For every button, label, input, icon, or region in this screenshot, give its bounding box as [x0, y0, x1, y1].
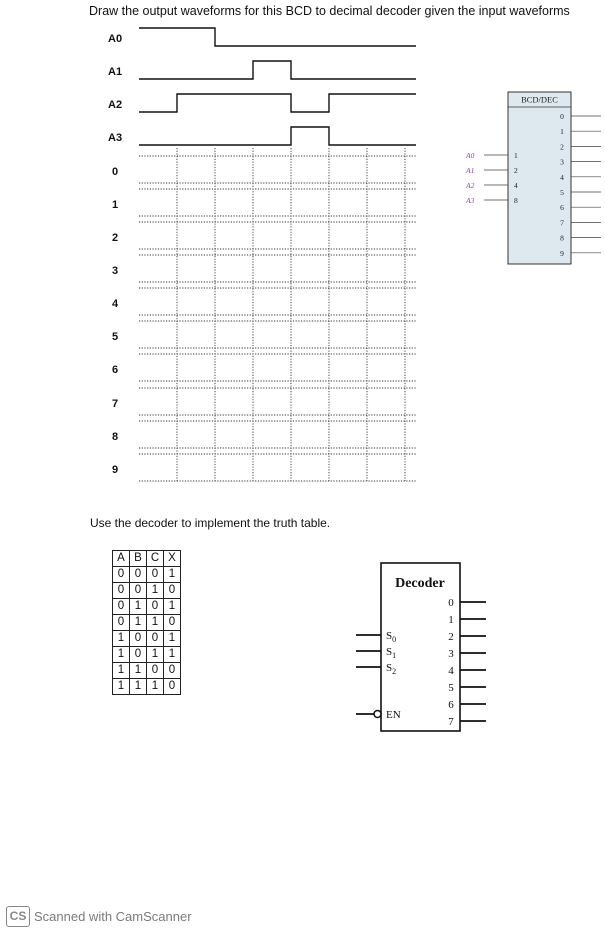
- table-cell: 1: [130, 599, 147, 615]
- output-label-2: 2: [112, 232, 119, 244]
- decoder-title: Decoder: [395, 576, 445, 591]
- decoder-output-label: 2: [448, 631, 454, 643]
- table-cell: 0: [164, 615, 181, 631]
- ic-output-label: 8: [560, 233, 564, 243]
- ic-input-label: A1: [466, 166, 475, 175]
- input-waveforms: [139, 28, 416, 145]
- table-cell: 0: [113, 599, 130, 615]
- table-cell: 1: [164, 631, 181, 647]
- ic-output-label: 7: [560, 218, 564, 228]
- select-label: $S_1$: [386, 646, 397, 660]
- table-cell: 0: [130, 567, 147, 583]
- input-label-a2: A2: [108, 99, 123, 111]
- problem1-title: Draw the output waveforms for this BCD to decimal decoder given the input waveforms: [89, 4, 570, 18]
- ic-title: BCD/DEC: [521, 94, 558, 105]
- problem2-title: Use the decoder to implement the truth table.: [90, 516, 331, 530]
- truth-table-header: X: [164, 551, 181, 567]
- decoder-3to8: [350, 558, 500, 738]
- table-cell: 0: [164, 679, 181, 695]
- waveform-a1: [139, 61, 416, 79]
- table-row: [113, 583, 181, 599]
- ic-output-label: 5: [560, 188, 564, 197]
- decoder-output-label: 4: [448, 665, 454, 677]
- ic-input-label: A0: [466, 151, 475, 160]
- output-label-8: 8: [112, 431, 119, 443]
- input-label-a1: A1: [108, 66, 123, 78]
- ic-output-label: 2: [560, 142, 564, 152]
- output-label-4: 4: [112, 298, 119, 310]
- table-row: [113, 663, 181, 679]
- table-cell: 1: [113, 647, 130, 663]
- footer-text: Scanned with CamScanner: [34, 909, 192, 924]
- ic-input-weight: 8: [514, 196, 518, 205]
- select-label: $S_2$: [386, 662, 397, 676]
- ic-input-weight: 2: [514, 166, 518, 175]
- ic-input-weight: 4: [514, 181, 518, 190]
- ic-output-label: 1: [560, 127, 564, 137]
- table-cell: 1: [147, 679, 164, 695]
- decoder-output-label: 3: [448, 648, 454, 660]
- decoder-output-label: 0: [448, 597, 454, 609]
- ic-output-label: 4: [560, 172, 564, 182]
- table-row: [113, 631, 181, 647]
- output-timing-grid[interactable]: [139, 148, 416, 481]
- footer-watermark: [6, 906, 192, 927]
- ic-output-label: 6: [560, 203, 564, 213]
- output-label-1: 1: [112, 199, 119, 211]
- input-label-a0: A0: [108, 33, 123, 45]
- table-cell: 0: [147, 631, 164, 647]
- table-cell: 1: [113, 631, 130, 647]
- ic-output-label: 0: [560, 112, 564, 121]
- truth-table-header: C: [147, 551, 164, 567]
- decoder-output-label: 1: [448, 614, 454, 626]
- table-row: [113, 615, 181, 631]
- table-cell: 0: [113, 615, 130, 631]
- table-cell: 1: [130, 663, 147, 679]
- table-row: [113, 567, 181, 583]
- truth-table-header: B: [130, 551, 147, 567]
- table-cell: 1: [164, 567, 181, 583]
- table-cell: 0: [113, 567, 130, 583]
- table-row: [113, 647, 181, 663]
- output-label-5: 5: [112, 331, 119, 343]
- table-cell: 0: [164, 583, 181, 599]
- table-cell: 1: [147, 615, 164, 631]
- table-cell: 1: [130, 679, 147, 695]
- table-row: [113, 679, 181, 695]
- output-label-3: 3: [112, 265, 119, 277]
- ic-input-label: A3: [466, 196, 475, 205]
- waveform-a3: [139, 127, 416, 145]
- camscanner-logo: CS: [6, 906, 30, 927]
- ic-output-label: 9: [560, 248, 564, 258]
- table-cell: 1: [147, 583, 164, 599]
- table-cell: 0: [147, 599, 164, 615]
- table-cell: 1: [130, 615, 147, 631]
- enable-label: EN: [386, 709, 401, 721]
- input-label-a3: A3: [108, 132, 123, 144]
- waveform-a0: [139, 28, 416, 46]
- enable-bubble: [374, 711, 381, 718]
- select-label: $S_0$: [386, 630, 397, 644]
- table-cell: 1: [113, 663, 130, 679]
- ic-input-label: A2: [466, 181, 475, 190]
- table-row: [113, 599, 181, 615]
- table-cell: 1: [164, 599, 181, 615]
- table-cell: 0: [147, 663, 164, 679]
- output-label-0: 0: [112, 166, 119, 178]
- ic-output-label: 3: [560, 157, 564, 167]
- decoder-output-label: 6: [448, 699, 454, 711]
- table-cell: 0: [147, 567, 164, 583]
- table-cell: 0: [113, 583, 130, 599]
- table-cell: 1: [164, 647, 181, 663]
- table-cell: 0: [164, 663, 181, 679]
- decoder-output-label: 5: [448, 682, 454, 694]
- output-label-9: 9: [112, 464, 119, 476]
- bcd-dec-ic: [458, 88, 605, 270]
- output-label-7: 7: [112, 398, 119, 410]
- truth-table: [112, 550, 181, 695]
- output-label-6: 6: [112, 364, 119, 376]
- table-cell: 0: [130, 583, 147, 599]
- truth-table-header: A: [113, 551, 130, 567]
- decoder-output-label: 7: [448, 716, 454, 728]
- table-cell: 1: [113, 679, 130, 695]
- ic-input-weight: 1: [514, 151, 518, 160]
- table-cell: 0: [130, 647, 147, 663]
- waveform-a2: [139, 94, 416, 112]
- table-cell: 0: [130, 631, 147, 647]
- table-cell: 1: [147, 647, 164, 663]
